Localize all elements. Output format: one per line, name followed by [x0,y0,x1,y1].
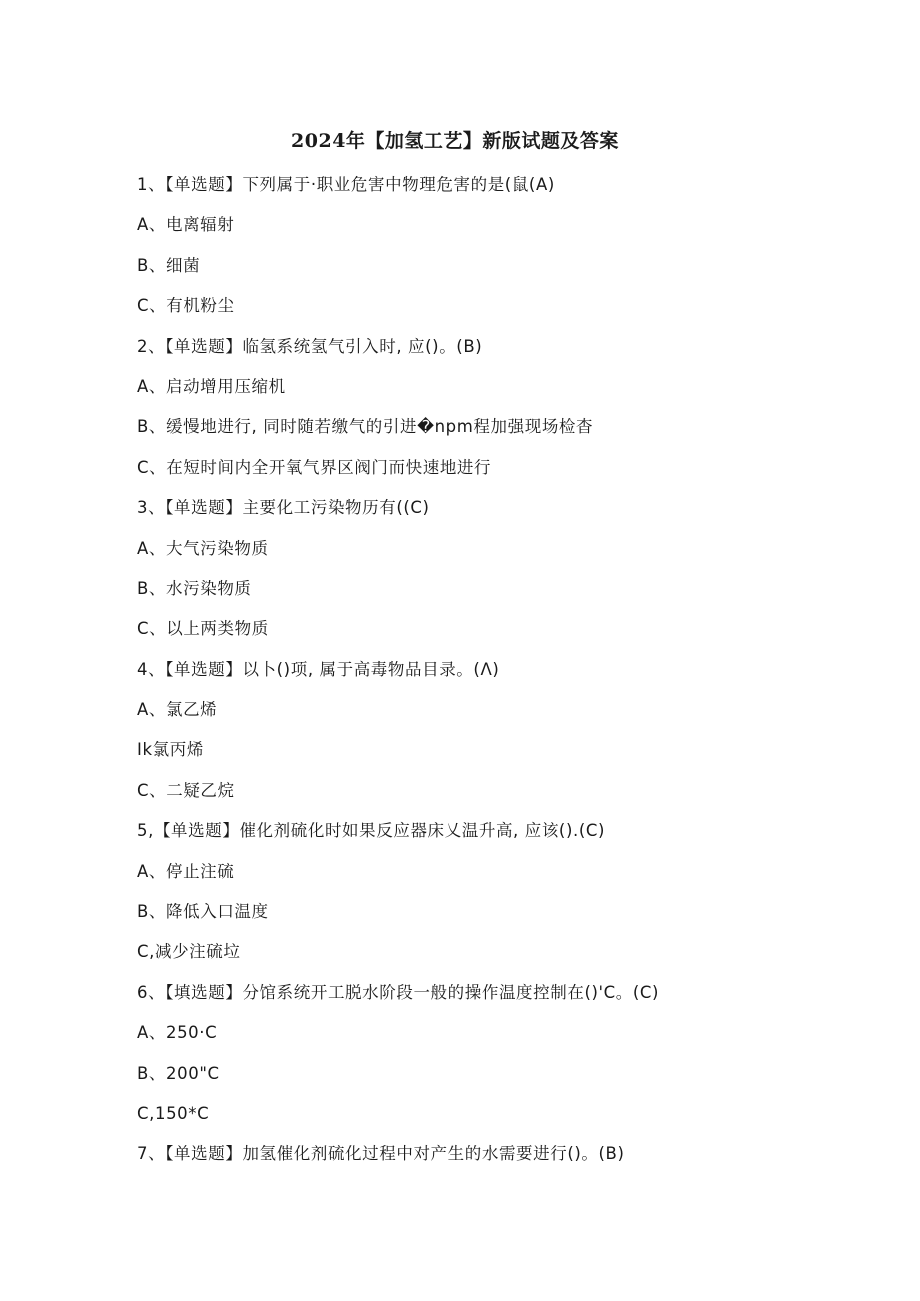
question-6-stem: 6、【填选题】分馆系统开工脱水阶段一般的操作温度控制在()'C。(C) [137,982,660,1002]
question-4-option-a: A、氯乙烯 [137,700,218,720]
question-2-option-a: A、启动增用压缩机 [137,376,286,396]
question-4-stem: 4、【单选题】以卜()项, 属于高毒物品目录。(Λ) [137,659,500,679]
question-1-option-b: B、细菌 [137,255,201,275]
question-6-option-a: A、250·C [137,1023,218,1043]
question-5-stem: 5,【单选题】催化剂硫化时如果反应器床乂温升高, 应该().(C) [137,821,606,841]
question-3-option-a: A、大气污染物质 [137,538,269,558]
question-4-option-b: Ik氯丙烯 [137,740,204,760]
question-5-option-b: B、降低入口温度 [137,902,269,922]
question-2-stem: 2、【单选题】临氢系统氢气引入时, 应()。(B) [137,336,483,356]
question-6-option-b: B、200"C [137,1063,220,1083]
question-list [137,173,877,1183]
question-3-option-b: B、水污染物质 [137,578,252,598]
question-5-option-a: A、停止注硫 [137,861,235,881]
question-4-option-c: C、二疑乙烷 [137,780,235,800]
question-1-stem: 1、【单选题】下列属于·职业危害中物理危害的是(鼠(A) [137,175,555,194]
question-2-option-c: C、在短时间内全开氧气界区阀门而快速地进行 [137,457,492,477]
question-3-option-c: C、以上两类物质 [137,619,269,639]
question-1-option-a: A、电离辐射 [137,215,235,235]
question-5-option-c: C,减少注硫垃 [137,942,241,962]
question-6-option-c: C,150*C [137,1103,210,1123]
question-7-stem: 7、【单选题】加氢催化剂硫化过程中对产生的水需要进行()。(B) [137,1144,625,1164]
question-2-option-b: B、缓慢地进行, 同时随若缴气的引进�npm程加强现场检杳 [137,417,594,437]
page-title: 2024年【加氢工艺】新版试题及答案 [291,130,619,152]
question-3-stem: 3、【单选题】主要化工污染物历有((C) [137,498,430,518]
question-1-option-c: C、有机粉尘 [137,296,235,316]
